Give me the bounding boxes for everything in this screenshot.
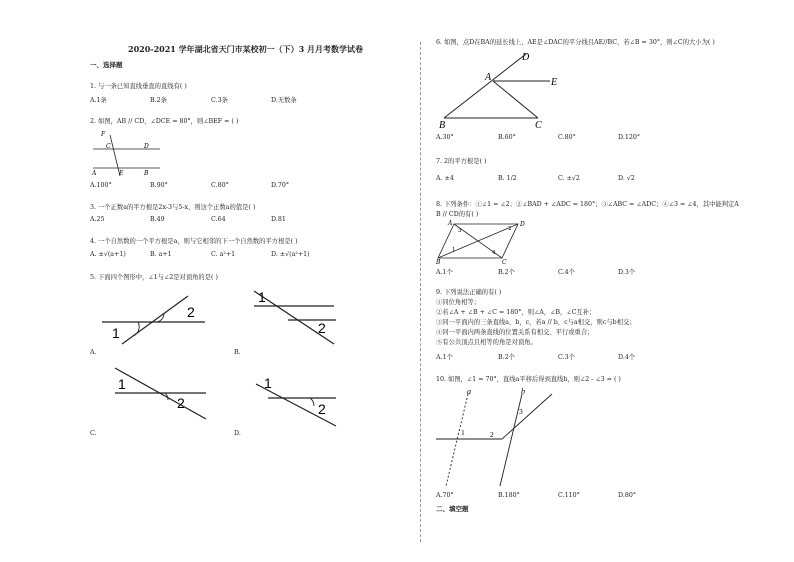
section-heading-1: 一、选择题 (90, 61, 123, 69)
q5-stem: 5. 下面四个图形中，∠1与∠2是对顶角的是( ) (90, 274, 218, 281)
q8-label-c: C (502, 259, 507, 266)
q10-figure (434, 386, 554, 486)
q9-item-1: ①同位角相等； (436, 299, 481, 306)
q1-option-a: A.1条 (90, 97, 107, 104)
q8-label-2: 2 (508, 226, 512, 232)
q8-option-a: A.1个 (436, 269, 453, 276)
q10-option-b: B.180° (498, 492, 520, 499)
q1-option-c: C.3条 (211, 97, 228, 104)
q7-stem: 7. 2的平方根是( ) (436, 158, 487, 165)
q5d-angle-1: 1 (264, 375, 272, 391)
q4-option-d: D. ±√(a²+1) (271, 251, 310, 258)
q2-figure (88, 128, 168, 178)
q5b-angle-2: 2 (318, 320, 326, 336)
q10-option-d: D.80° (618, 492, 636, 499)
q1-option-b: B.2条 (150, 97, 167, 104)
q5c-angle-1: 1 (118, 376, 126, 392)
q6-figure (438, 48, 568, 130)
q3-option-a: A.25 (90, 216, 105, 223)
q10-label-1: 1 (461, 428, 465, 437)
q9-item-3: ③同一平面内的三条直线a，b，c，若a // b，c与a相交，则c与b相交； (436, 319, 636, 326)
q8-label-1: 1 (452, 247, 456, 253)
q9-option-b: B.2个 (498, 354, 515, 361)
q2-label-d: D (144, 143, 149, 150)
q5-option-c: C. (90, 430, 97, 437)
page-title: 2020-2021 学年湖北省天门市某校初一（下）3 月月考数学试卷 (128, 44, 363, 54)
q5-figure-b (248, 286, 338, 346)
q10-label-2: 2 (490, 430, 494, 439)
q5d-angle-2: 2 (318, 401, 326, 417)
q2-label-f: F (101, 131, 106, 138)
q9-stem: 9. 下列说法正确的有( ) (436, 289, 502, 296)
q2-label-b: B (144, 170, 149, 177)
q5a-angle-2: 2 (187, 304, 195, 320)
q7-option-a: A. ±4 (436, 175, 454, 182)
q5a-angle-1: 1 (112, 325, 120, 341)
q8-label-b: B (436, 259, 441, 266)
q6-label-e: E (551, 77, 558, 88)
q8-label-4: 4 (492, 250, 496, 256)
q2-label-c: C (106, 143, 111, 150)
q9-option-d: D.4个 (618, 354, 636, 361)
q7-option-d: D. √2 (618, 175, 635, 182)
q6-label-a: A (485, 72, 492, 83)
q3-option-b: B.49 (150, 216, 165, 223)
q9-option-a: A.1个 (436, 354, 453, 361)
q8-label-a: A (448, 220, 453, 227)
q9-option-c: C.3个 (558, 354, 575, 361)
q2-label-a: A (92, 170, 97, 177)
q7-option-b: B. 1/2 (498, 175, 517, 182)
q5c-angle-2: 2 (177, 395, 185, 411)
section-heading-2: 二、填空题 (436, 505, 469, 513)
q5-figure-a (100, 292, 210, 347)
q3-option-c: C.64 (211, 216, 226, 223)
q8-stem: 8. 下列条件：①∠1 = ∠2；②∠BAD + ∠ADC = 180°；③∠ABC = ∠ADC；④∠3 = ∠4，其中能判定A (436, 201, 739, 208)
q8-label-d: D (520, 221, 525, 228)
q5-option-b: B. (234, 349, 241, 356)
q4-option-a: A. ±√(a+1) (90, 251, 126, 258)
q4-option-c: C. a²+1 (211, 251, 236, 258)
q9-item-2: ②若∠A + ∠B + ∠C = 180°，则∠A，∠B，∠C互补； (436, 309, 596, 316)
q2-option-d: D.70° (271, 182, 289, 189)
q6-option-a: A.30° (436, 134, 454, 141)
q6-option-b: B.60° (498, 134, 516, 141)
q7-option-c: C. ±√2 (558, 175, 580, 182)
q5-option-a: A. (90, 349, 97, 356)
q5b-angle-1: 1 (258, 289, 266, 305)
q6-label-c: C (535, 120, 542, 131)
q6-label-b: B (439, 120, 446, 131)
q4-option-b: B. a+1 (150, 251, 172, 258)
q8-label-3: 3 (458, 228, 462, 234)
q1-option-d: D.无数条 (271, 97, 297, 104)
q2-label-e: E (119, 170, 124, 177)
q8-option-b: B.2个 (498, 269, 515, 276)
q2-option-b: B.90° (150, 182, 168, 189)
q6-option-c: C.80° (558, 134, 576, 141)
q9-item-5: ⑤有公共顶点且相等的角是对顶角。 (436, 339, 537, 346)
q10-label-b: b (521, 387, 525, 396)
q3-option-d: D.81 (271, 216, 286, 223)
q8-stem-cont: B // CD的有( ) (436, 211, 479, 218)
q6-stem: 6. 如图，点D在BA的延长线上，AE是∠DAC的平分线且AE//BC，若∠B = 30°，则∠C的大小为( ) (436, 39, 715, 46)
q5-option-d: D. (234, 430, 241, 437)
q2-option-c: C.80° (211, 182, 229, 189)
q2-stem: 2. 如图，AB // CD，∠DCE = 80°，则∠BEF = ( ) (90, 118, 239, 125)
q4-stem: 4. 一个自然数的一个平方根是a，则与它相邻的下一个自然数的平方根是( ) (90, 238, 298, 245)
q6-label-d: D (522, 52, 530, 63)
q8-figure (436, 220, 526, 265)
q9-item-4: ④同一平面内两条直线的位置关系有相交、平行或重合； (436, 329, 594, 336)
q10-label-a: a (467, 387, 471, 396)
q6-option-d: D.120° (618, 134, 640, 141)
q10-option-c: C.110° (558, 492, 580, 499)
q1-stem: 1. 与一条已知直线垂直的直线有( ) (90, 83, 187, 90)
q10-stem: 10. 如图，∠1 = 70°，直线a平移后得到直线b，则∠2 - ∠3 = ( ) (436, 376, 621, 383)
q8-option-c: C.4个 (558, 269, 575, 276)
q3-stem: 3. 一个正数a的平方根是2x-3与5-x，则这个正数a的值是( ) (90, 204, 256, 211)
q5-figure-d (250, 366, 340, 428)
q10-label-3: 3 (519, 407, 523, 416)
column-divider (420, 42, 421, 542)
q10-option-a: A.70° (436, 492, 454, 499)
q2-option-a: A.100° (90, 182, 112, 189)
q5-figure-c (110, 363, 210, 423)
q8-option-d: D.3个 (618, 269, 636, 276)
